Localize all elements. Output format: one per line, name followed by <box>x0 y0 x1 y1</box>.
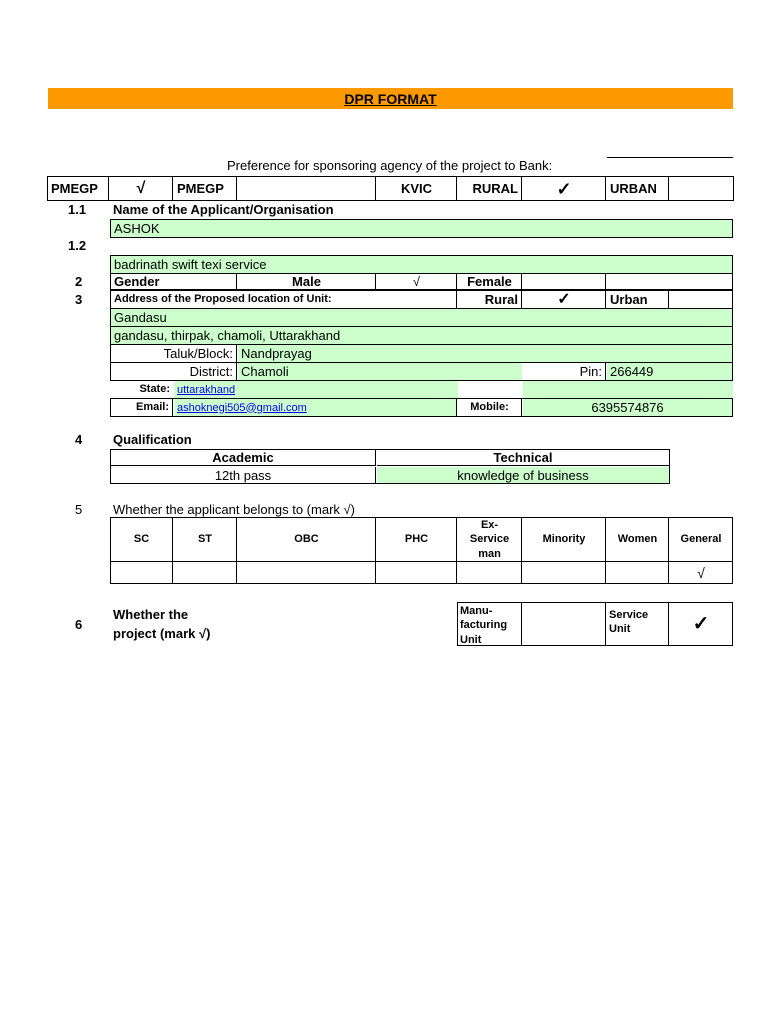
project-manufacturing-cell[interactable] <box>523 603 606 645</box>
page-title: DPR FORMAT <box>344 90 437 107</box>
category-cell-women[interactable] <box>607 562 669 583</box>
category-cell-ex-serviceman[interactable] <box>458 562 522 583</box>
academic-field[interactable]: 12th pass <box>111 467 376 483</box>
category-cell-sc[interactable] <box>111 562 173 583</box>
state-extra-cell <box>523 381 733 398</box>
category-col-general: General <box>680 533 722 545</box>
title-bar <box>48 88 733 109</box>
gender-male-mark: √ <box>377 274 457 289</box>
category-col-minority: Minority <box>523 518 606 561</box>
gender-female: Female <box>458 274 522 289</box>
s2-num: 2 <box>75 274 83 289</box>
s1-2-num: 1.2 <box>68 238 87 253</box>
preference-text: Preference for sponsoring agency of the project to Bank: <box>227 158 553 173</box>
category-cell-obc[interactable] <box>238 562 376 583</box>
category-cell-minority[interactable] <box>523 562 606 583</box>
project-service: Service Unit <box>607 603 669 645</box>
technical-header: Technical <box>377 450 669 466</box>
qualification-label: Qualification <box>113 432 192 447</box>
agency-rural-mark: ✓ <box>523 177 606 200</box>
address-urban: Urban <box>607 291 669 308</box>
address-rural-mark: ✓ <box>523 291 606 308</box>
s6-num: 6 <box>75 617 83 632</box>
agency-pmegp2: PMEGP <box>174 177 237 200</box>
category-col-phc: PHC <box>377 518 457 561</box>
agency-pmegp: PMEGP <box>48 177 109 200</box>
agency-pmegp-mark: √ <box>110 177 173 200</box>
email-label: Email: <box>111 399 173 416</box>
s3-num: 3 <box>75 292 83 307</box>
email-link[interactable]: ashoknegi505@gmail.com <box>177 401 307 414</box>
project-label-line2: project (mark √) <box>113 626 211 641</box>
applicant-name-field[interactable]: ASHOK <box>110 219 733 238</box>
category-col-sc: SC <box>111 518 173 561</box>
category-label: Whether the applicant belongs to (mark √) <box>113 502 355 517</box>
state-field[interactable] <box>174 381 458 398</box>
agency-urban: URBAN <box>607 177 669 200</box>
gender-label: Gender <box>111 274 237 289</box>
mobile-field[interactable]: 6395574876 <box>523 399 732 416</box>
preference-underline <box>607 157 733 158</box>
gender-male: Male <box>238 274 376 289</box>
s4-num: 4 <box>75 432 83 447</box>
category-cell-st[interactable] <box>174 562 237 583</box>
agency-empty <box>238 177 376 200</box>
district-label: District: <box>111 363 237 380</box>
category-col-st: ST <box>174 518 237 561</box>
category-cell-phc[interactable] <box>377 562 457 583</box>
address-label: Address of the Proposed location of Unit: <box>111 291 457 308</box>
gender-female-cell <box>523 274 606 289</box>
pin-field[interactable]: 266449 <box>607 363 732 380</box>
academic-header: Academic <box>111 450 376 466</box>
address-line1-field[interactable]: Gandasu <box>110 308 733 327</box>
category-col-ex-serviceman: Ex- Service man <box>458 518 522 561</box>
address-rural: Rural <box>458 291 522 308</box>
project-manufacturing: Manu- facturing Unit <box>458 603 522 645</box>
state-label: State: <box>139 383 170 395</box>
category-cell-general-mark[interactable]: √ <box>697 564 705 581</box>
taluk-field[interactable]: Nandprayag <box>238 345 732 362</box>
district-field[interactable]: Chamoli <box>238 363 522 380</box>
address-line2-field[interactable]: gandasu, thirpak, chamoli, Uttarakhand <box>110 326 733 345</box>
s1-1-num: 1.1 <box>68 202 87 217</box>
organisation-field[interactable]: badrinath swift texi service <box>110 255 733 274</box>
s1-1-label: Name of the Applicant/Organisation <box>113 202 334 217</box>
mobile-label: Mobile: <box>458 399 522 416</box>
agency-rural: RURAL <box>458 177 522 200</box>
category-col-obc: OBC <box>238 518 376 561</box>
s5-num: 5 <box>75 502 83 517</box>
category-col-women: Women <box>607 518 669 561</box>
project-label-line1: Whether the <box>113 607 189 622</box>
project-service-mark[interactable]: ✓ <box>692 613 710 635</box>
agency-kvic: KVIC <box>377 177 457 200</box>
pin-label: Pin: <box>523 363 606 380</box>
state-link[interactable]: uttarakhand <box>177 383 236 396</box>
technical-field[interactable]: knowledge of business <box>377 467 669 483</box>
taluk-label: Taluk/Block: <box>111 345 237 362</box>
email-field[interactable] <box>174 399 457 416</box>
